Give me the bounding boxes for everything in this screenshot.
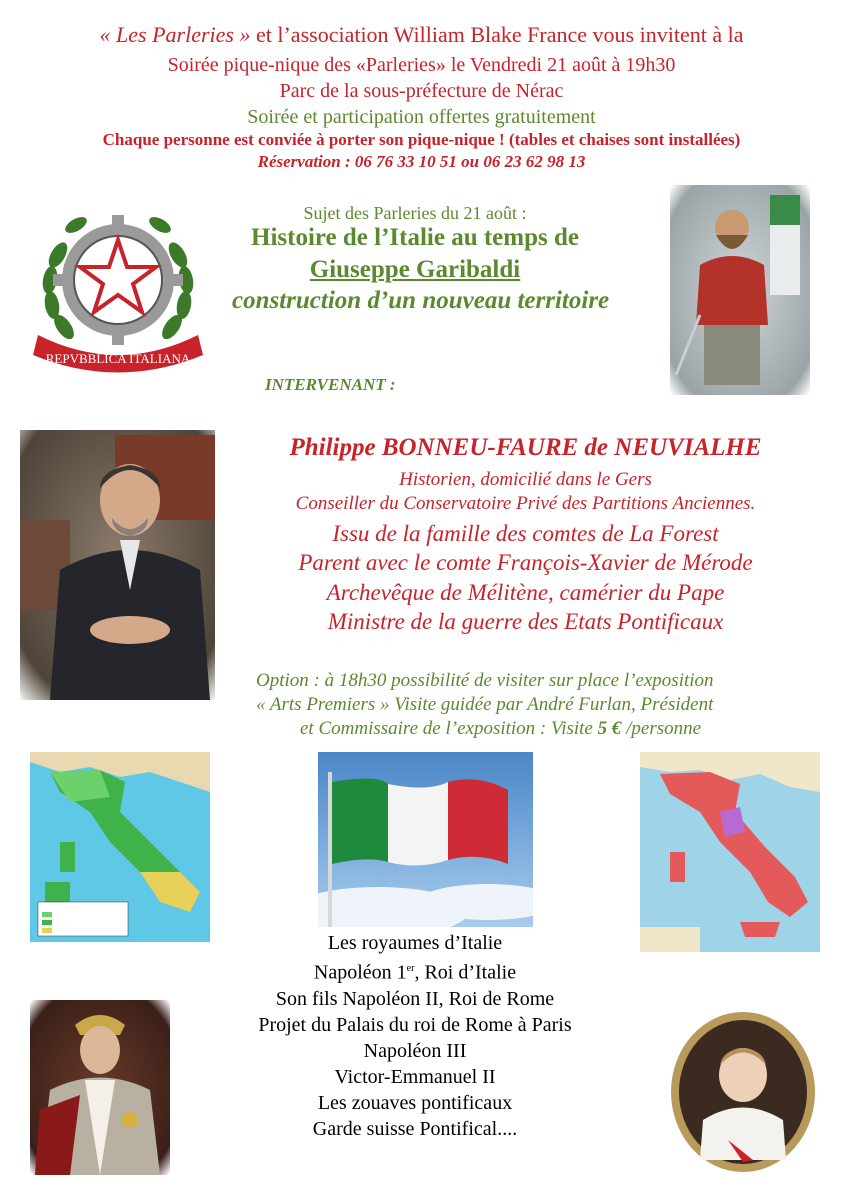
speaker-photo-image xyxy=(20,430,215,700)
subject-intro: Sujet des Parleries du 21 août : xyxy=(303,203,527,223)
speaker-name: Philippe BONNEU-FAURE de NEUVIALHE xyxy=(289,434,762,461)
topic-item: Victor-Emmanuel II xyxy=(334,1065,496,1088)
topics-list xyxy=(215,930,615,1142)
speaker-family-3: Archevêque de Mélitène, camérier du Pape xyxy=(326,580,725,605)
topic-item: Son fils Napoléon II, Roi de Rome xyxy=(275,987,555,1010)
ordinal-suffix: er xyxy=(406,963,415,974)
option-line-2: « Arts Premiers » Visite guidée par André Furlan, Président xyxy=(256,694,714,715)
subject-title-line-1: Histoire de l’Italie au temps de xyxy=(251,224,579,251)
italian-flag-image xyxy=(318,752,533,927)
speaker-family-2: Parent avec le comte François-Xavier de Mérode xyxy=(298,550,753,575)
topic-item: Garde suisse Pontifical.... xyxy=(312,1117,518,1140)
kingdom-of-italy-map-image xyxy=(640,752,820,952)
emblem-ribbon-text: REPVBBLICA ITALIANA xyxy=(45,351,191,366)
association-name: William Blake France xyxy=(393,22,588,47)
visit-price: 5 € xyxy=(597,718,622,739)
invitation-end: vous invitent à la xyxy=(587,22,744,47)
intervenant-label: INTERVENANT : xyxy=(265,375,396,394)
option-line-1: Option : à 18h30 possibilité de visiter sur place l’exposition xyxy=(256,670,714,691)
king-of-rome-portrait-image xyxy=(668,1010,818,1175)
napoleon-portrait-image xyxy=(30,1000,170,1175)
subject-title-line-3: construction d’un nouveau territoire xyxy=(232,287,610,314)
topic-napoleon-1: Napoléon 1 xyxy=(313,961,407,984)
garibaldi-portrait-image xyxy=(670,185,810,395)
speaker-role-2: Conseiller du Conservatoire Privé des Partitions Anciennes. xyxy=(295,493,756,514)
topic-item xyxy=(215,956,615,986)
italian-emblem-image xyxy=(28,185,208,385)
topic-item: Projet du Palais du roi de Rome à Paris xyxy=(258,1013,572,1036)
topic-item: Les royaumes d’Italie xyxy=(327,932,503,954)
speaker-family-4: Ministre de la guerre des Etats Pontificaux xyxy=(327,609,724,634)
event-title: Soirée pique-nique des «Parleries» le Vendredi 21 août à 19h30 xyxy=(167,54,676,76)
invitation-connector: et l’association xyxy=(250,22,394,47)
speaker-role-1: Historien, domicilié dans le Gers xyxy=(399,469,652,490)
invitation-line-1 xyxy=(0,22,843,48)
brand-les-parleries: « Les Parleries » xyxy=(99,22,251,47)
napoleonic-italy-map-image xyxy=(30,752,210,942)
reservation-phone: Réservation : 06 76 33 10 51 ou 06 23 62 98 13 xyxy=(257,152,586,171)
topic-item: Napoléon III xyxy=(363,1039,467,1062)
topic-roi-italie: , Roi d’Italie xyxy=(414,961,517,984)
picnic-note: Chaque personne est conviée à porter son pique-nique ! (tables et chaises sont installées) xyxy=(102,130,741,149)
option-line-3-start: et Commissaire de l’exposition : Visite xyxy=(300,718,598,739)
option-line-3 xyxy=(300,718,701,740)
event-free-note: Soirée et participation offertes gratuitement xyxy=(247,106,596,128)
subject-title-line-2: Giuseppe Garibaldi xyxy=(309,256,521,283)
speaker-family-1: Issu de la famille des comtes de La Forest xyxy=(332,521,719,546)
event-location: Parc de la sous-préfecture de Nérac xyxy=(279,80,564,102)
topic-item: Les zouaves pontificaux xyxy=(317,1091,513,1114)
option-line-3-end: /personne xyxy=(621,718,702,739)
